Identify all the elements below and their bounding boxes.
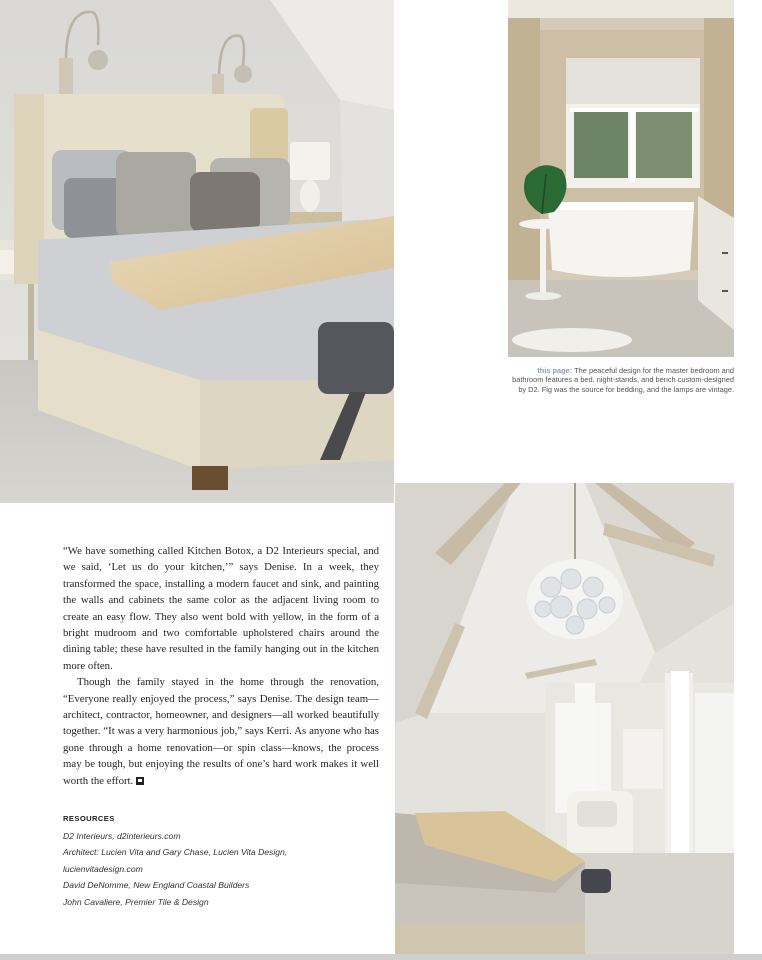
caption-label: this page: xyxy=(537,366,573,375)
resource-line: David DeNomme, New England Coastal Builders xyxy=(63,880,250,891)
bathroom-photo xyxy=(508,0,734,357)
article-paragraph xyxy=(63,543,379,674)
article-paragraph xyxy=(63,674,379,789)
bedroom-photo xyxy=(0,0,394,503)
paragraph-2-text: Though the family stayed in the home through the renovation, “Everyone really enjoyed the process,” says Denise. The design team—architect, contractor, homeowner, and designers—all worked beautifully together. “It was a very harmonious job,” says Kerri. As anyone who has gone through a home renovation—or spin class—knows, the process may be tough, but enjoying the results of one’s hard work makes it well worth the effort. xyxy=(63,676,379,787)
resource-line: D2 Interieurs, d2interieurs.com xyxy=(63,830,181,841)
resource-line: Architect: Lucien Vita and Gary Chase, Lucien Vita Design, xyxy=(63,847,288,858)
resources-title: RESOURCES xyxy=(63,814,115,823)
page-bottom-rule xyxy=(0,954,762,960)
resource-line: John Cavaliere, Premier Tile & Design xyxy=(63,896,209,907)
end-mark-icon xyxy=(136,777,144,785)
attic-bedroom-photo xyxy=(395,483,734,954)
caption-text: The peaceful design for the master bedroom and bathroom features a bed, night-stands, and bench custom-designed by D2. Fig was the source for bedding, and the lamps are vintage. xyxy=(512,366,734,394)
article-body xyxy=(63,543,379,789)
photo-caption xyxy=(508,366,734,394)
resource-line: lucienvitadesign.com xyxy=(63,863,143,874)
resources-section xyxy=(63,811,379,911)
paragraph-1-text: “We have something called Kitchen Botox, a D2 Interieurs special, and we said, ‘Let us do your kitchen,’” says Denise. In a week, they transformed the space, installing a modern faucet and sink, and painting the walls and cabinets the same color as the adjacent living room to create an easy flow. They also went bold with yellow, in the form of a bright mudroom and two comfortable upholstered chairs around the dining table; these have resulted in the family hanging out in the kitchen more often. xyxy=(63,545,379,672)
